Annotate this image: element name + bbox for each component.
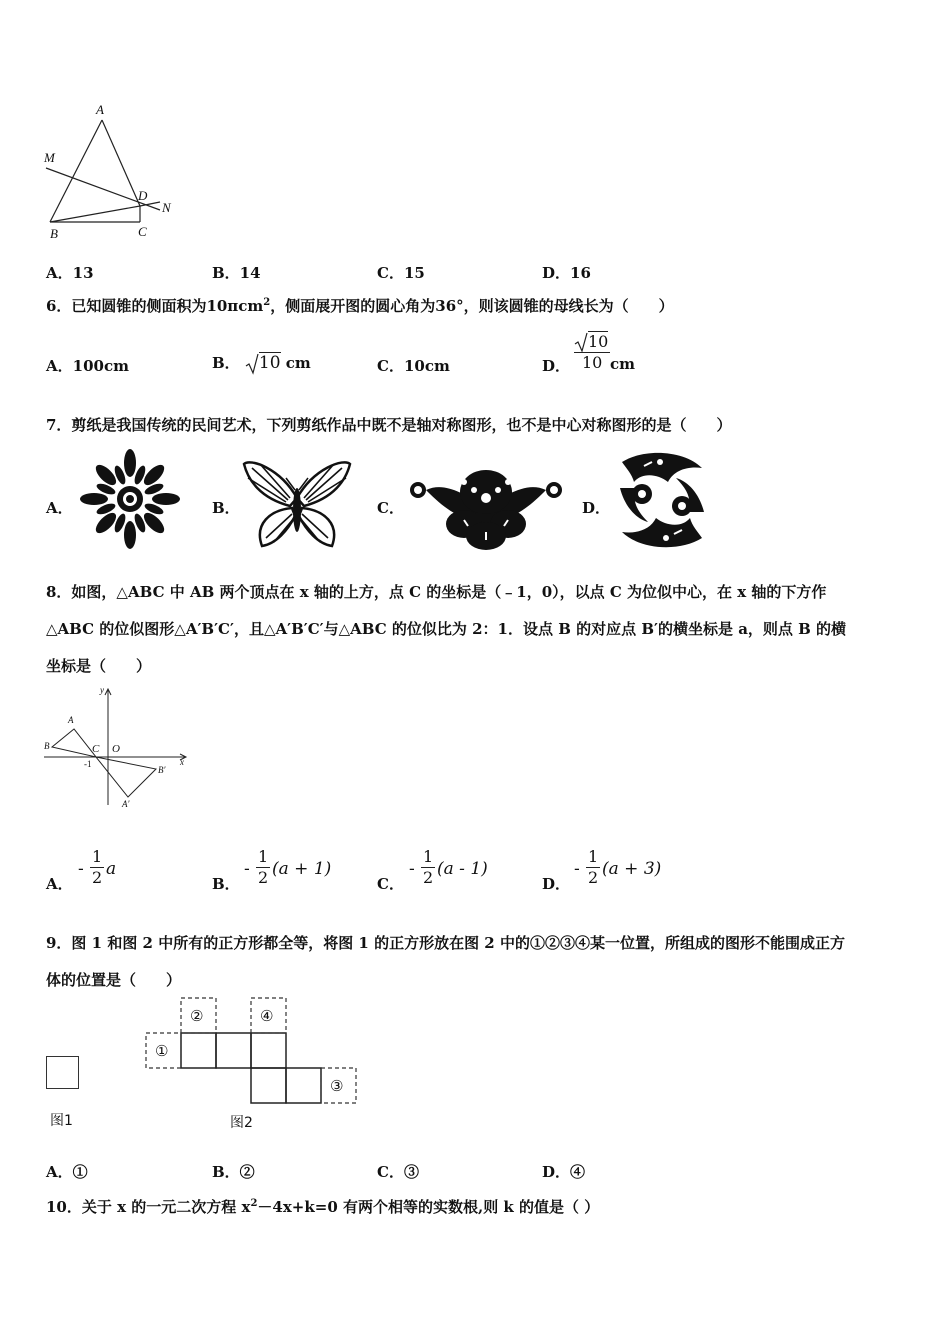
q7-option-d[interactable]: D． <box>582 499 611 517</box>
q6-text-pre: 6．已知圆锥的侧面积为10πcm <box>46 297 264 315</box>
q6-option-d-unit: cm <box>610 355 636 373</box>
papercut-floral-image <box>404 462 568 552</box>
minus-sign: - <box>574 859 580 879</box>
minus-sign: - <box>244 859 250 879</box>
circled-3-label: ③ <box>330 1077 344 1095</box>
q8-question-line2: △ABC 的位似图形△A′B′C′，且△A′B′C′与△ABC 的位似比为 2：1．设点 B 的对应点 B′的横坐标是 a，则点 B 的横 <box>46 620 847 638</box>
fraction-numerator: 1 <box>92 847 103 866</box>
fraction-denominator: 2 <box>588 868 599 887</box>
fraction-denominator: 2 <box>258 868 269 887</box>
label-B-prime: B′ <box>158 765 166 775</box>
fraction-numerator: 1 <box>258 847 269 866</box>
label-A: A <box>68 715 74 725</box>
q8-question-line3: 坐标是（ ） <box>46 657 152 675</box>
q6-option-b-prefix: B． <box>212 354 240 372</box>
papercut-flower-image <box>80 448 180 550</box>
q6-option-d-num: 10 <box>588 332 609 351</box>
fraction-one-half <box>90 847 104 888</box>
fraction-one-half <box>256 847 270 888</box>
q8-option-d-label: D． <box>542 875 571 893</box>
q5-option-b[interactable]: B．14 <box>212 264 261 282</box>
q5-option-d[interactable]: D．16 <box>542 264 591 282</box>
q6-sup: 2 <box>263 297 271 308</box>
q6-option-d-fraction <box>574 332 610 373</box>
fraction-denominator: 2 <box>423 868 434 887</box>
label-A-prime: A′ <box>122 799 130 809</box>
butterfly-papercut-icon <box>240 458 354 552</box>
fraction-denominator: 2 <box>92 868 103 887</box>
label-M: M <box>44 150 55 165</box>
label-axis-y: y <box>100 685 104 695</box>
triangle-diagram <box>40 100 190 250</box>
q10-text-post: －4x+k=0 有两个相等的实数根,则 k 的值是（ ） <box>257 1198 600 1216</box>
papercut-butterfly-image <box>240 458 354 552</box>
figure-1-caption: 图1 <box>50 1113 73 1129</box>
q9-option-c[interactable]: C．③ <box>377 1163 419 1181</box>
q5-option-c[interactable]: C．15 <box>377 264 425 282</box>
q6-option-b-radicand: 10 <box>258 353 281 373</box>
floral-papercut-icon <box>404 462 568 552</box>
fraction-one-half <box>586 847 600 888</box>
label-C: C <box>92 743 100 755</box>
fraction-numerator: 1 <box>588 847 599 866</box>
radical-sign <box>574 332 588 352</box>
q6-option-b-unit: cm <box>285 354 311 372</box>
single-square <box>46 1056 79 1089</box>
papercut-phoenix-image <box>614 448 710 552</box>
fraction-numerator: 1 <box>423 847 434 866</box>
q9-figure-1 <box>44 1054 104 1134</box>
q10-sup: 2 <box>250 1198 258 1209</box>
q8-option-c-label: C． <box>377 875 404 893</box>
q5-option-a[interactable]: A．13 <box>46 264 94 282</box>
label-A: A <box>96 102 104 117</box>
minus-sign: - <box>78 859 84 879</box>
label-D: D <box>138 188 148 203</box>
q6-option-a[interactable]: A．100cm <box>46 357 129 375</box>
figure-2-caption: 图2 <box>230 1115 253 1131</box>
q7-option-c[interactable]: C． <box>377 499 404 517</box>
q8-option-b-expr: (a + 1) <box>272 859 332 879</box>
q6-option-d-den: 10 <box>582 353 603 372</box>
q7-option-a[interactable]: A． <box>46 499 73 517</box>
label-C: C <box>138 224 147 239</box>
fraction-one-half <box>421 847 435 888</box>
q8-option-a-expr: a <box>106 859 117 879</box>
label-axis-x: x <box>180 757 184 767</box>
q10-text-pre: 10．关于 x 的一元二次方程 x <box>46 1198 251 1216</box>
q7-question: 7．剪纸是我国传统的民间艺术，下列剪纸作品中既不是轴对称图形，也不是中心对称图形的是（ ） <box>46 416 732 434</box>
q8-option-b-label: B． <box>212 875 240 893</box>
q6-option-d-prefix: D． <box>542 357 571 375</box>
q6-option-b[interactable] <box>212 352 311 373</box>
flower-papercut-icon <box>80 448 180 550</box>
q6-option-c[interactable]: C．10cm <box>377 357 450 375</box>
q6-question <box>46 295 674 316</box>
q9-option-d[interactable]: D．④ <box>542 1163 586 1181</box>
minus-sign: - <box>409 859 415 879</box>
q9-question-line2: 体的位置是（ ） <box>46 971 182 989</box>
phoenix-papercut-icon <box>614 448 710 552</box>
label-B: B <box>44 741 50 751</box>
q8-option-c-expr: (a - 1) <box>437 859 488 879</box>
q9-figure-2 <box>140 994 370 1134</box>
q5-triangle-figure <box>40 100 190 250</box>
q6-text-post: ，侧面展开图的圆心角为36°，则该圆锥的母线长为（ ） <box>270 297 674 315</box>
radical-sign <box>245 353 259 375</box>
q10-question <box>46 1196 599 1217</box>
label-N: N <box>162 200 171 215</box>
label-O: O <box>112 743 120 755</box>
label-neg1: -1 <box>84 759 92 769</box>
q9-question-line1: 9．图 1 和图 2 中所有的正方形都全等，将图 1 的正方形放在图 2 中的①②③④某一位置，所组成的图形不能围成正方 <box>46 934 845 952</box>
circled-2-label: ② <box>190 1007 204 1025</box>
sqrt-10 <box>245 353 281 373</box>
q8-option-a-label: A． <box>46 875 73 893</box>
circled-1-label: ① <box>155 1042 169 1060</box>
label-B: B <box>50 226 58 241</box>
q8-coordinate-figure <box>40 685 190 815</box>
q8-option-d-expr: (a + 3) <box>602 859 662 879</box>
q7-option-b[interactable]: B． <box>212 499 240 517</box>
circled-4-label: ④ <box>260 1007 274 1025</box>
q9-option-a[interactable]: A．① <box>46 1163 88 1181</box>
q9-option-b[interactable]: B．② <box>212 1163 255 1181</box>
fraction-numerator <box>574 332 610 353</box>
q8-question-line1: 8．如图，△ABC 中 AB 两个顶点在 x 轴的上方，点 C 的坐标是（﹣1，0），以点 C 为位似中心，在 x 轴的下方作 <box>46 583 827 601</box>
